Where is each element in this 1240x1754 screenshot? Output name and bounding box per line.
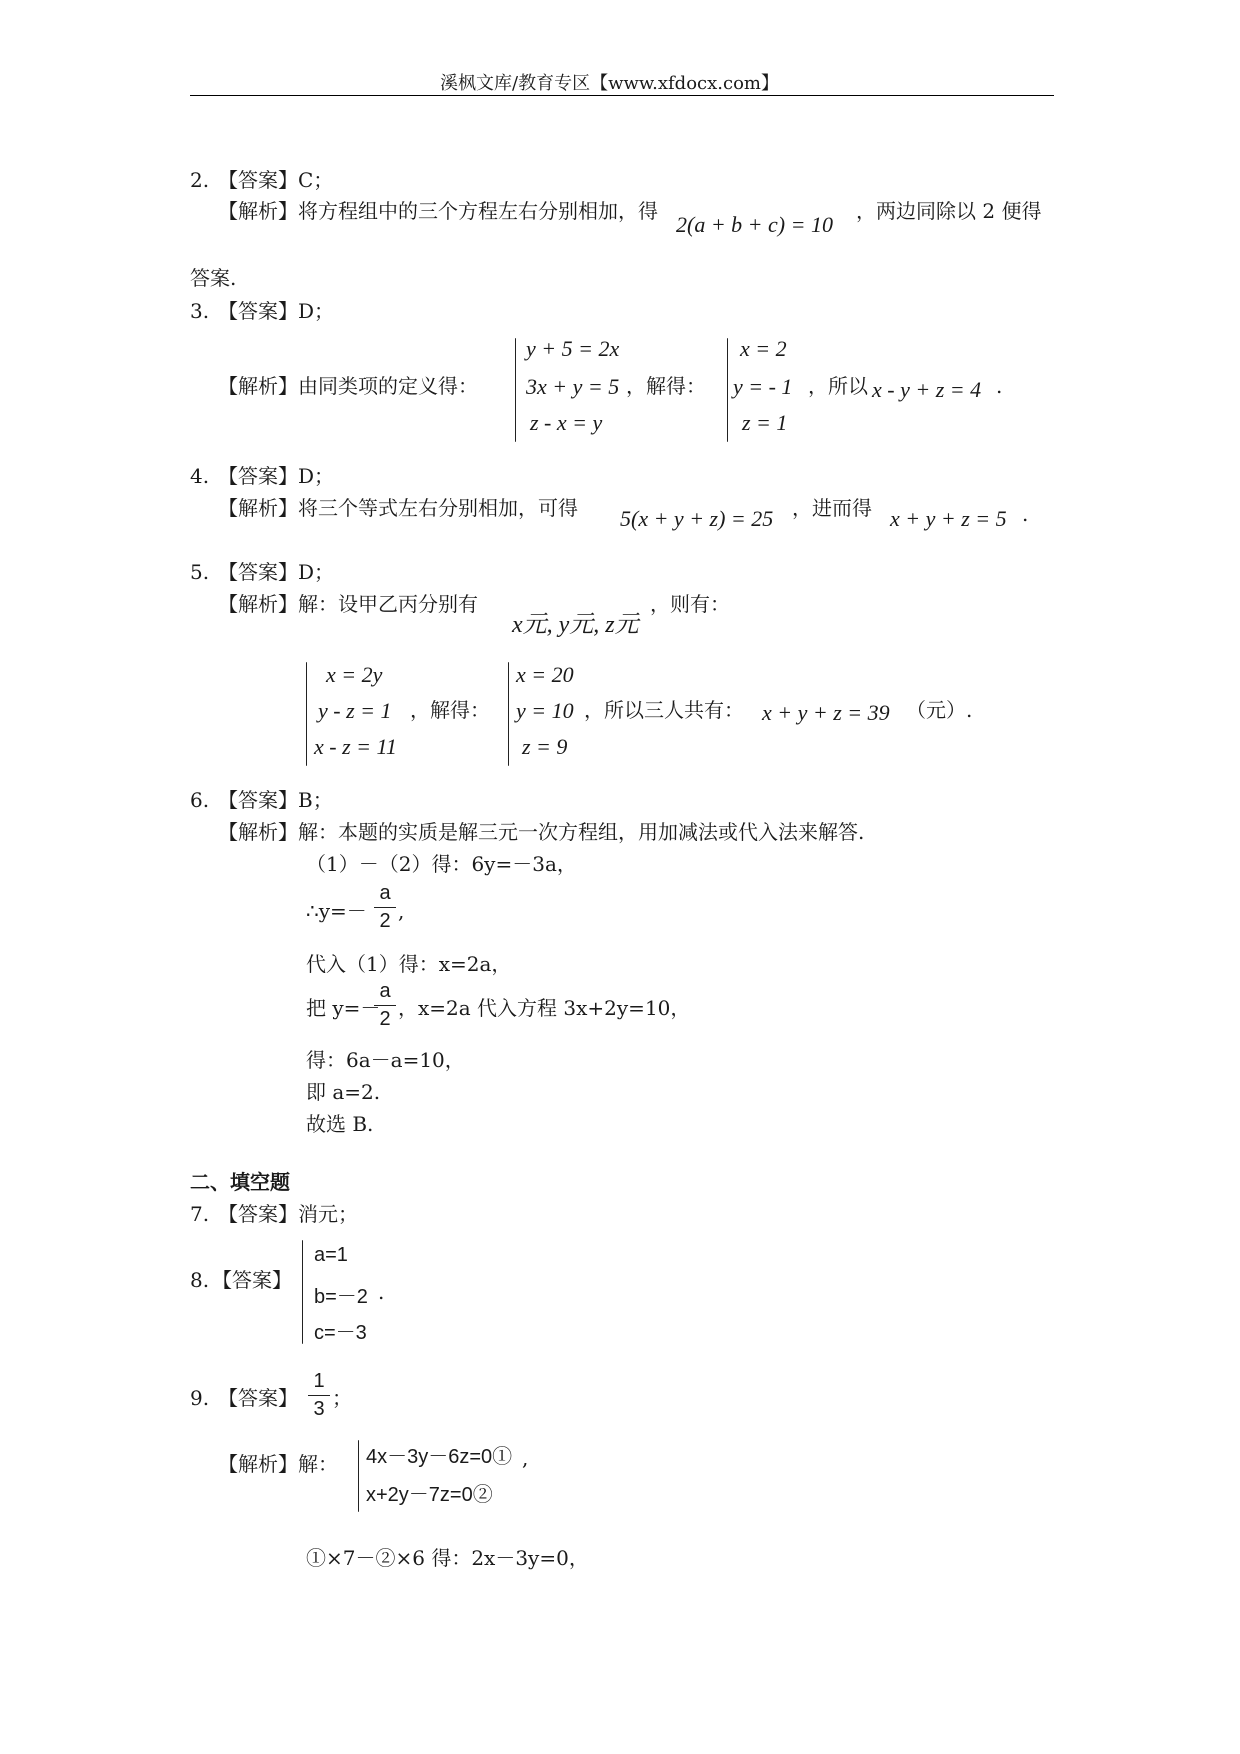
q8-answer: 【答案】 bbox=[212, 1268, 292, 1292]
q3-explanation: 【解析】由同类项的定义得： bbox=[218, 374, 478, 398]
q5-variables: x元, y元, z元 bbox=[512, 612, 639, 638]
q3-system2-line2: y = - 1 bbox=[733, 374, 793, 399]
q3-period: . bbox=[996, 374, 1003, 398]
q3-result: x - y + z = 4 bbox=[872, 377, 982, 402]
q6-answer: 【答案】B； bbox=[218, 788, 333, 812]
q3-system2-line3: z = 1 bbox=[742, 410, 788, 435]
q5-system2-line3: z = 9 bbox=[522, 734, 568, 759]
q5-solve-label: ，解得： bbox=[410, 698, 490, 722]
q6-step4-cont: ，x=2a 代入方程 3x+2y=10， bbox=[398, 996, 691, 1020]
q3-system1-line2: 3x + y = 5 bbox=[526, 374, 620, 399]
q6-step4: 把 y=－ bbox=[306, 996, 381, 1020]
q6-step1: （1）－（2）得：6y=－3a， bbox=[306, 852, 577, 876]
q5-system1-brace bbox=[306, 662, 307, 766]
q6-step4-fraction bbox=[374, 980, 396, 1031]
q6-step7: 故选 B. bbox=[306, 1112, 374, 1136]
q3-system2-brace bbox=[727, 338, 728, 442]
q2-explanation: 【解析】将方程组中的三个方程左右分别相加，得 bbox=[218, 199, 658, 223]
q5-system2-line1: x = 20 bbox=[516, 662, 574, 687]
q2-explanation-end: 答案. bbox=[190, 266, 237, 290]
q3-system1-line3: z - x = y bbox=[530, 410, 603, 435]
q2-answer: 【答案】C； bbox=[218, 168, 334, 192]
q3-therefore: ，所以 bbox=[808, 374, 868, 398]
q6-step2-comma: , bbox=[398, 899, 405, 923]
q8-period: . bbox=[378, 1280, 385, 1304]
q6-step5: 得：6a－a=10， bbox=[306, 1048, 465, 1072]
q6-step6: 即 a=2. bbox=[306, 1080, 381, 1104]
q5-system1-line2: y - z = 1 bbox=[318, 698, 392, 723]
q2-explanation-cont: ，两边同除以 2 便得 bbox=[856, 199, 1042, 223]
q9-answer: 【答案】 bbox=[218, 1386, 298, 1410]
q4-answer: 【答案】D； bbox=[218, 464, 335, 488]
q6-step4-fraction-numerator: a bbox=[379, 980, 391, 1002]
q9-fraction-numerator: 1 bbox=[313, 1370, 325, 1392]
q7-number: 7. bbox=[190, 1202, 210, 1226]
q9-system-line2: x+2y－7z=0② bbox=[366, 1484, 493, 1506]
q5-system2-line2: y = 10 bbox=[516, 698, 574, 723]
q6-fraction-denominator: 2 bbox=[379, 910, 391, 932]
q3-system1-brace bbox=[515, 338, 516, 442]
q4-equation1: 5(x + y + z) = 25 bbox=[620, 506, 774, 531]
q5-result: x + y + z = 39 bbox=[762, 700, 890, 725]
q9-step1: ①×7－②×6 得：2x－3y=0， bbox=[306, 1546, 589, 1570]
q6-step4-fraction-bar bbox=[374, 1005, 396, 1006]
q8-system-line2: b=－2 bbox=[314, 1286, 368, 1308]
q6-step4-fraction-denominator: 2 bbox=[379, 1008, 391, 1030]
q4-explanation: 【解析】将三个等式左右分别相加，可得 bbox=[218, 496, 578, 520]
q5-total-label: ，所以三人共有： bbox=[584, 698, 744, 722]
q5-system1-line1: x = 2y bbox=[326, 662, 383, 687]
q4-then: ，进而得 bbox=[792, 496, 872, 520]
q6-step3: 代入（1）得：x=2a， bbox=[306, 952, 512, 976]
q9-explanation: 【解析】解： bbox=[218, 1452, 338, 1476]
q3-number: 3. bbox=[190, 299, 210, 323]
q5-number: 5. bbox=[190, 560, 210, 584]
q5-system1-line3: x - z = 11 bbox=[314, 734, 397, 759]
q9-system-comma: , bbox=[522, 1446, 529, 1470]
q9-semicolon: ； bbox=[332, 1386, 352, 1410]
q6-step2: ∴y=－ bbox=[306, 899, 367, 923]
q5-then: ，则有： bbox=[650, 592, 730, 616]
q9-fraction-one-third bbox=[308, 1370, 330, 1421]
q3-solve-label: ，解得： bbox=[626, 374, 706, 398]
q8-system-line1: a=1 bbox=[314, 1244, 348, 1266]
q9-fraction-denominator: 3 bbox=[313, 1398, 325, 1420]
q8-system-line3: c=－3 bbox=[314, 1322, 367, 1344]
q2-equation: 2(a + b + c) = 10 bbox=[676, 212, 833, 237]
q8-number: 8. bbox=[190, 1268, 210, 1292]
q6-fraction-a-over-2 bbox=[374, 882, 396, 933]
q4-number: 4. bbox=[190, 464, 210, 488]
q9-fraction-bar bbox=[308, 1395, 330, 1396]
q5-answer: 【答案】D； bbox=[218, 560, 335, 584]
q2-number: 2. bbox=[190, 168, 210, 192]
q5-explanation: 【解析】解：设甲乙丙分别有 bbox=[218, 592, 478, 616]
q4-period: . bbox=[1022, 502, 1029, 526]
q5-system2-brace bbox=[508, 662, 509, 766]
q9-system-brace bbox=[358, 1440, 359, 1512]
q3-system2-line1: x = 2 bbox=[740, 336, 787, 361]
q6-fraction-numerator: a bbox=[379, 882, 391, 904]
page-header: 溪枫文库/教育专区【www.xfdocx.com】 bbox=[440, 73, 779, 94]
q8-system-brace bbox=[302, 1240, 303, 1344]
q7-answer: 【答案】消元； bbox=[218, 1202, 358, 1226]
q6-fraction-bar bbox=[374, 907, 396, 908]
q5-unit: （元）. bbox=[906, 698, 973, 722]
q6-number: 6. bbox=[190, 788, 210, 812]
q9-system-line1: 4x－3y－6z=0① bbox=[366, 1446, 513, 1468]
header-divider bbox=[190, 95, 1054, 96]
q6-explanation: 【解析】解：本题的实质是解三元一次方程组，用加减法或代入法来解答. bbox=[218, 820, 865, 844]
q9-number: 9. bbox=[190, 1386, 210, 1410]
q3-answer: 【答案】D； bbox=[218, 299, 335, 323]
q3-system1-line1: y + 5 = 2x bbox=[526, 336, 620, 361]
q4-equation2: x + y + z = 5 bbox=[890, 506, 1007, 531]
section-title-fill-in: 二、填空题 bbox=[190, 1170, 290, 1194]
